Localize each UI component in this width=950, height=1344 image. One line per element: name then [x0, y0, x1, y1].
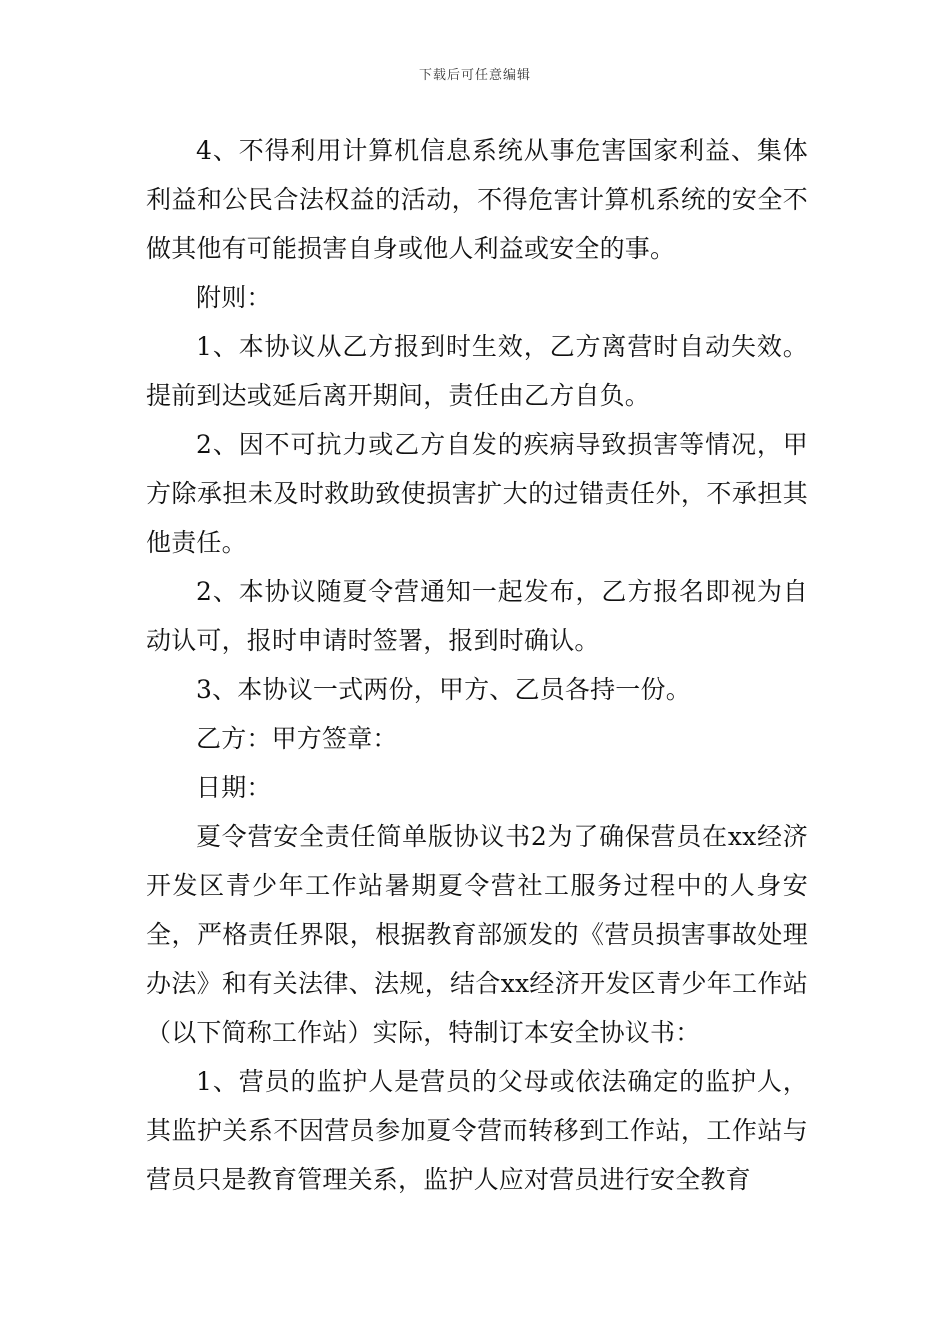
- paragraph-appendix-1: 1、本协议从乙方报到时生效，乙方离营时自动失效。提前到达或延后离开期间，责任由乙方自负。: [146, 332, 808, 410]
- signature-line: 乙方：甲方签章：: [196, 724, 398, 753]
- document-body: [146, 126, 808, 1204]
- paragraph-agreement-2-intro: 夏令营安全责任简单版协议书2为了确保营员在xx经济开发区青少年工作站暑期夏令营社工服务过程中的人身安全，严格责任界限，根据教育部颁发的《营员损害事故处理办法》和有关法律、法规，结合xx经济开发区青少年工作站（以下简称工作站）实际，特制订本安全协议书：: [146, 822, 808, 1047]
- paragraph-rule-4: 4、不得利用计算机信息系统从事危害国家利益、集体利益和公民合法权益的活动，不得危害计算机系统的安全不做其他有可能损害自身或他人利益或安全的事。: [146, 136, 808, 263]
- paragraph-appendix-2a: 2、因不可抗力或乙方自发的疾病导致损害等情况，甲方除承担未及时救助致使损害扩大的过错责任外，不承担其他责任。: [146, 430, 808, 557]
- paragraph-appendix-3: 3、本协议一式两份，甲方、乙员各持一份。: [196, 675, 691, 704]
- date-line: 日期：: [196, 773, 272, 802]
- paragraph-appendix-2b: 2、本协议随夏令营通知一起发布，乙方报名即视为自动认可，报时申请时签署，报到时确认。: [146, 577, 808, 655]
- page-header-note: 下载后可任意编辑: [418, 68, 531, 83]
- paragraph-appendix-heading: 附则：: [196, 283, 272, 312]
- paragraph-guardian-clause: 1、营员的监护人是营员的父母或依法确定的监护人，其监护关系不因营员参加夏令营而转移到工作站，工作站与营员只是教育管理关系，监护人应对营员进行安全教育: [146, 1067, 808, 1194]
